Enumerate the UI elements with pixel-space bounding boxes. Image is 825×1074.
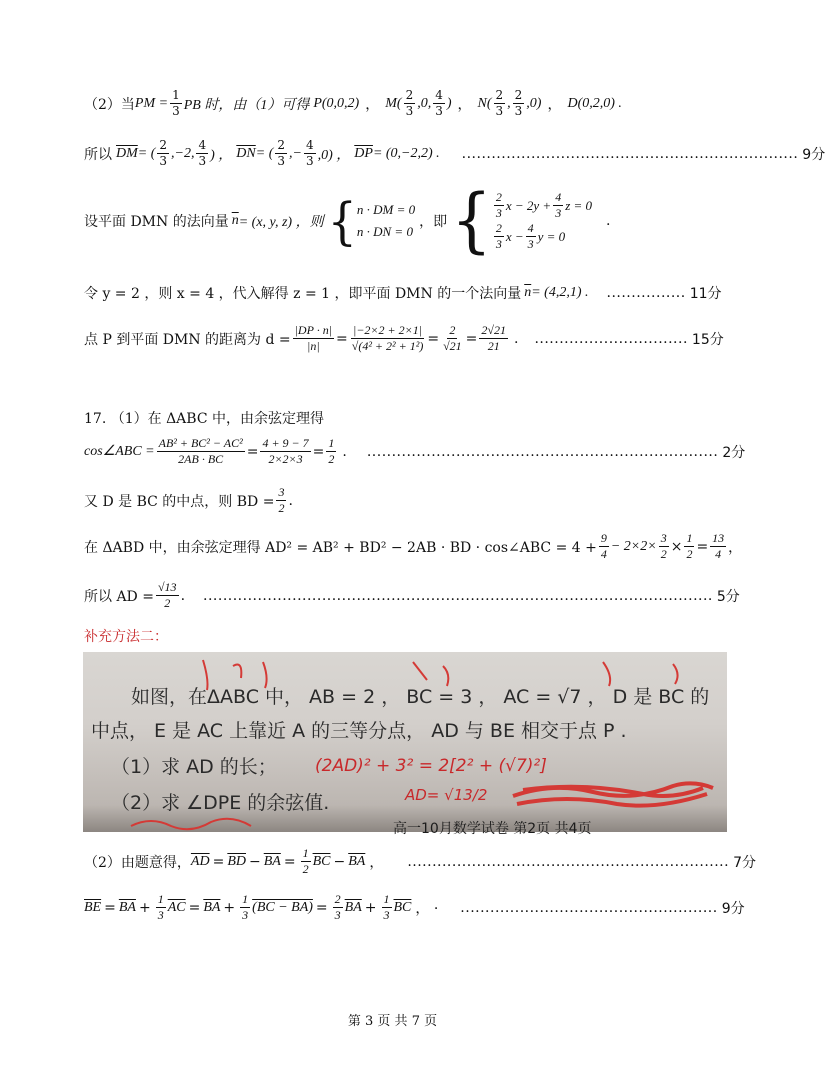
- vector-ba: $\overline{BA}$: [263, 853, 281, 869]
- normal-setup: [84, 180, 611, 262]
- photo-line-1: 如图，在ΔABC 中， AB = 2 ， BC = 3 ， AC = √7 ， D 是 BC 的: [131, 686, 710, 708]
- vector-n: $\overline{n}$: [231, 213, 239, 228]
- fraction: $\frac{3}{2}$: [278, 485, 285, 515]
- fraction: $\frac{2}{3}$: [495, 88, 504, 118]
- point-m: M(: [385, 95, 402, 111]
- score: 7分: [733, 854, 756, 871]
- fraction: $\frac{2}{√21}$: [443, 323, 462, 353]
- score: 15分: [691, 331, 724, 348]
- fraction: $\frac{9}{4}$: [600, 531, 607, 561]
- text: 所以: [84, 146, 112, 163]
- vector-bc: $\overline{BC}$: [312, 853, 331, 869]
- vector-ba: $\overline{BA}$: [118, 899, 136, 915]
- fraction: $\frac{1}{2}$: [328, 436, 335, 466]
- fraction: $\frac{|DP \cdot n|}{|n|}$: [294, 323, 333, 353]
- q17-title: [84, 408, 324, 428]
- math: ×: [670, 538, 683, 555]
- point-n: N(: [477, 95, 492, 111]
- part2-header: （2）当 PM = $\frac{1}{3}$ PB 时，由（1）可得 P(0,0,2) ， M( $\frac{2}{3}$ ,0, $\frac{4}{3}$ ) ， N( $\frac{2}{3}$ , $\frac{2}{3}$ ,0) ， D(0,2,0) .: [84, 88, 622, 118]
- system-2: { $\frac{2}{3}$ x − 2y + $\frac{4}{3}$ z = 0 $\frac{2}{3}$ x − $\frac{4}{3}$ y = 0: [451, 180, 593, 262]
- fraction: $\frac{|-2\times 2 + 2\times 1|}{\text{√(4² + 2² + 1²)}}$: [351, 323, 424, 353]
- handwriting-ad: AD= √13/2: [405, 786, 488, 804]
- q17-cos: cos∠ABC = $\frac{\text{AB² + BC² − AC²}}{2AB \cdot BC}$ = $\frac{4 + 9 - 7}{2\times 2\times 3}$ = $\frac{1}{2}$ . ....................................................................... 2分: [84, 436, 746, 466]
- vector-ba: $\overline{BA}$: [348, 853, 366, 869]
- supplement-title: [84, 626, 168, 646]
- fraction: $\frac{1}{3}$: [172, 88, 180, 118]
- text: ，: [369, 854, 384, 871]
- leader-dots: ...............................: [534, 330, 688, 347]
- fraction: $\frac{√13}{2}$: [157, 580, 177, 610]
- vector-dn: $\overline{DN}$: [236, 145, 256, 161]
- photo-line-4: （2）求 ∠DPE 的余弦值.: [111, 792, 330, 814]
- math: =: [188, 899, 201, 916]
- math: ,0,: [417, 95, 432, 111]
- math: ,−2,: [171, 145, 195, 161]
- problem-photo: [83, 652, 727, 837]
- text: .: [606, 213, 611, 229]
- scratch-out-icon: [503, 776, 723, 816]
- text: .: [342, 443, 347, 460]
- text: 所以 AD =: [84, 588, 154, 605]
- math: +: [364, 899, 377, 916]
- fraction: $\frac{2}{3}$: [514, 88, 523, 118]
- score: 11分: [689, 286, 722, 302]
- text: （2）由题意得，: [84, 854, 191, 871]
- math: =: [283, 853, 296, 870]
- math: −: [249, 853, 261, 870]
- text: .: [513, 330, 519, 347]
- math: (BC − BA): [252, 899, 313, 915]
- vector-ad: $\overline{AD}$: [190, 853, 210, 869]
- math: +: [223, 899, 236, 916]
- text: 令 y = 2 ，则 x = 4 ，代入解得 z = 1 ，即平面 DMN 的一个法向量: [84, 286, 522, 302]
- text: 在 ΔABD 中，由余弦定理得 AD² = AB² + BD² − 2AB · BD · cos∠ABC = 4 +: [84, 539, 597, 556]
- fraction: $\frac{4}{3}$: [198, 138, 207, 168]
- fraction: $\frac{2√21}{21}$: [481, 323, 506, 353]
- text: ，: [728, 539, 743, 556]
- vector-bc: $\overline{BC}$: [393, 899, 412, 915]
- vector-ba: $\overline{BA}$: [203, 899, 221, 915]
- fraction: $\frac{13}{4}$: [712, 531, 725, 561]
- text: ， ·: [415, 900, 439, 917]
- math: PB 时，由（1）可得: [183, 97, 310, 113]
- q17-ad: 所以 AD = $\frac{√13}{2}$ . ....................................................................................................... 5分: [84, 580, 740, 610]
- leader-dots: .................................................................: [407, 853, 730, 870]
- score: 5分: [716, 588, 740, 605]
- point-p: P(0,0,2): [313, 95, 360, 111]
- text: 点 P 到平面 DMN 的距离为 d =: [84, 331, 291, 348]
- score: 2分: [722, 444, 746, 461]
- text: ，即: [419, 214, 448, 230]
- math: =: [315, 899, 328, 916]
- fraction: $\frac{1}{2}$: [686, 531, 693, 561]
- math: =: [696, 538, 709, 555]
- math: +: [138, 899, 151, 916]
- solve-line: [84, 283, 722, 303]
- fraction: $\frac{1}{3}$: [242, 892, 249, 922]
- supplement-heading: 补充方法二：: [84, 629, 168, 645]
- fraction: $\frac{4 + 9 - 7}{2\times 2\times 3}$: [262, 436, 309, 466]
- fraction: $\frac{4}{3}$: [305, 138, 314, 168]
- math: ,0) ，: [317, 147, 351, 163]
- math: cos∠ABC =: [84, 444, 155, 459]
- math: ,−: [289, 145, 302, 161]
- text: （2）当: [84, 96, 135, 113]
- leader-dots: ....................................................: [460, 899, 718, 916]
- score: 9分: [802, 146, 825, 163]
- text: 设平面 DMN 的法向量: [84, 214, 229, 230]
- fraction: $\frac{1}{3}$: [157, 892, 164, 922]
- math: ,0): [526, 95, 542, 111]
- leader-dots: ................: [606, 285, 686, 301]
- math: = (x, y, z) ，则: [238, 215, 324, 230]
- vector-ac: $\overline{AC}$: [167, 899, 186, 915]
- distance-line: 点 P 到平面 DMN 的距离为 d = $\frac{|DP \cdot n|}{|n|}$ = $\frac{|-2\times 2 + 2\times 1|}{\text{√(4² + 2² + 1²)}}$ = $\frac{2}{√21}$ = $\frac{2√21}{21}$ . ............................... 15分: [84, 323, 724, 353]
- vector-dm: $\overline{DM}$: [116, 145, 138, 161]
- fraction: $\frac{\text{AB² + BC² − AC²}}{2AB \cdot BC}$: [158, 436, 243, 466]
- system-1: { n · DM = 0 n · DN = 0: [327, 191, 416, 251]
- text: 又 D 是 BC 的中点，则 BD =: [84, 493, 275, 510]
- math: = (4,2,1) .: [531, 285, 589, 300]
- math: = (: [137, 145, 156, 161]
- math: ) ，: [210, 147, 233, 163]
- fraction: $\frac{2}{3}$: [334, 892, 341, 922]
- math: PM =: [134, 95, 169, 111]
- math: ): [446, 95, 452, 111]
- part2b-line: [84, 846, 756, 877]
- q17-midpoint: 又 D 是 BC 的中点，则 BD = $\frac{3}{2}$ .: [84, 485, 293, 515]
- math: = (: [255, 145, 274, 161]
- photo-line-2: 中点， E 是 AC 上靠近 A 的三等分点， AD 与 BE 相交于点 P .: [91, 720, 627, 742]
- fraction: $\frac{2}{3}$: [277, 138, 285, 168]
- fraction: $\frac{2}{3}$: [405, 88, 414, 118]
- math: − 2×2×: [610, 538, 657, 554]
- fraction: $\frac{4}{3}$: [435, 88, 443, 118]
- leader-dots: ....................................................................: [461, 145, 799, 162]
- math: −: [333, 853, 346, 870]
- fraction: $\frac{2}{3}$: [159, 138, 168, 168]
- page-footer: 第 3 页 共 7 页: [347, 1014, 438, 1029]
- leader-dots: .......................................................................: [366, 443, 719, 460]
- leader-dots: .......................................................................................................: [203, 587, 713, 604]
- score: 9分: [721, 900, 745, 917]
- bottom-left-scribble-icon: [127, 812, 287, 836]
- point-d: D(0,2,0) .: [567, 95, 622, 111]
- question-title: 17. （1）在 ΔABC 中，由余弦定理得: [84, 411, 325, 427]
- vector-be: $\overline{BE}$: [84, 899, 102, 915]
- photo-line-3: （1）求 AD 的长；: [111, 756, 277, 778]
- fraction: $\frac{1}{2}$: [302, 846, 309, 876]
- handwriting-formula: (2AD)² + 3² = 2[2² + (√7)²]: [315, 756, 547, 776]
- math: =: [104, 899, 116, 916]
- vector-bd: $\overline{BD}$: [227, 853, 246, 869]
- vector-ba: $\overline{BA}$: [344, 899, 362, 915]
- math: = (0,−2,2) .: [372, 145, 440, 161]
- q17-abd: [84, 531, 742, 562]
- photo-bottom-text: 高一10月数学试卷 第2页 共4页: [393, 821, 592, 837]
- be-line: [84, 892, 745, 923]
- fraction: $\frac{3}{2}$: [660, 531, 667, 561]
- math: =: [212, 853, 225, 870]
- vector-n: $\overline{n}$: [524, 285, 532, 300]
- vectors-line: [84, 138, 825, 169]
- fraction: $\frac{1}{3}$: [383, 892, 390, 922]
- vector-dp: $\overline{DP}$: [354, 145, 373, 161]
